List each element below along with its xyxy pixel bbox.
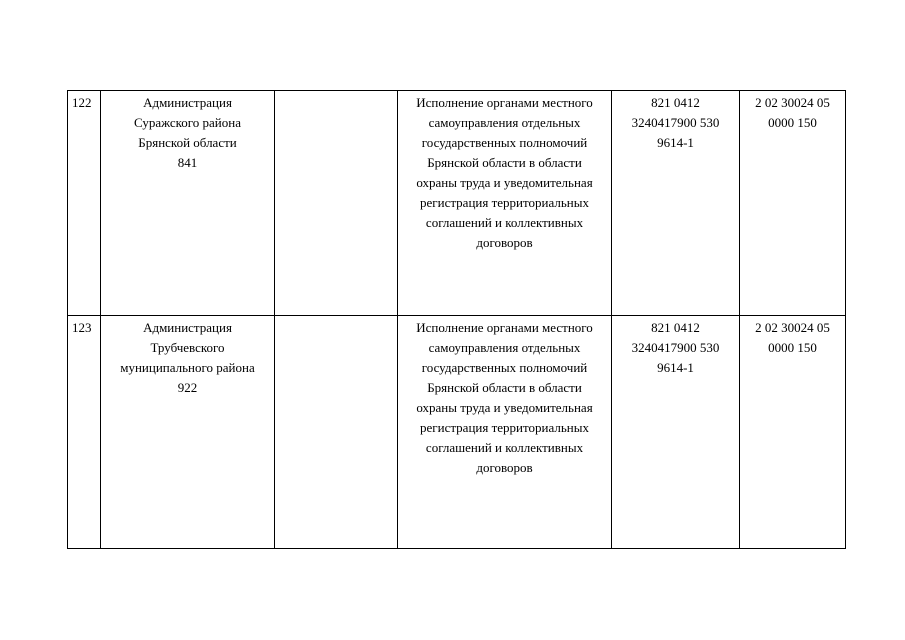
revenue-code-cell — [740, 316, 846, 549]
classification-line: 9614-1 — [657, 360, 694, 375]
row-number-cell — [68, 316, 101, 549]
description-line: государственных полномочий — [421, 135, 588, 150]
classification-line: 9614-1 — [657, 135, 694, 150]
revenue-code-line: 2 02 30024 05 — [755, 95, 830, 110]
description-line: самоуправления отдельных — [428, 115, 581, 130]
classification-cell — [612, 91, 740, 316]
revenue-code-line: 0000 150 — [768, 115, 817, 130]
organization-line: муниципального района — [120, 360, 255, 375]
description-line: охраны труда и уведомительная — [416, 400, 593, 415]
description-line: договоров — [476, 460, 533, 475]
row-number: 122 — [72, 95, 92, 110]
row-number-cell — [68, 91, 101, 316]
description-line: самоуправления отдельных — [428, 340, 581, 355]
organization-code: 841 — [177, 155, 198, 170]
revenue-code-line: 2 02 30024 05 — [755, 320, 830, 335]
classification-line: 3240417900 530 — [631, 115, 720, 130]
organization-code: 922 — [177, 380, 198, 395]
description-line: государственных полномочий — [421, 360, 588, 375]
description-line: регистрация территориальных — [420, 420, 589, 435]
classification-line: 3240417900 530 — [631, 340, 720, 355]
description-cell — [398, 316, 612, 549]
description-line: Исполнение органами местного — [416, 320, 593, 335]
description-cell — [398, 91, 612, 316]
description-line: регистрация территориальных — [420, 195, 589, 210]
description-line: соглашений и коллективных — [425, 440, 584, 455]
description-line: соглашений и коллективных — [425, 215, 584, 230]
description-line: договоров — [476, 235, 533, 250]
classification-line: 821 0412 — [651, 95, 700, 110]
organization-cell — [101, 316, 275, 549]
classification-cell — [612, 316, 740, 549]
description-line: Брянской области в области — [427, 380, 582, 395]
organization-line: Трубчевского — [150, 340, 225, 355]
row-number: 123 — [72, 320, 92, 335]
revenue-code-line: 0000 150 — [768, 340, 817, 355]
organization-cell — [101, 91, 275, 316]
organization-line: Администрация — [143, 95, 232, 110]
empty-cell — [275, 316, 398, 549]
organization-line: Суражского района — [133, 115, 241, 130]
description-line: Исполнение органами местного — [416, 95, 593, 110]
description-line: охраны труда и уведомительная — [416, 175, 593, 190]
description-line: Брянской области в области — [427, 155, 582, 170]
table-row — [68, 91, 846, 316]
classification-line: 821 0412 — [651, 320, 700, 335]
budget-table — [67, 90, 846, 549]
organization-line: Брянской области — [138, 135, 237, 150]
revenue-code-cell — [740, 91, 846, 316]
table-row — [68, 316, 846, 549]
organization-line: Администрация — [143, 320, 232, 335]
empty-cell — [275, 91, 398, 316]
